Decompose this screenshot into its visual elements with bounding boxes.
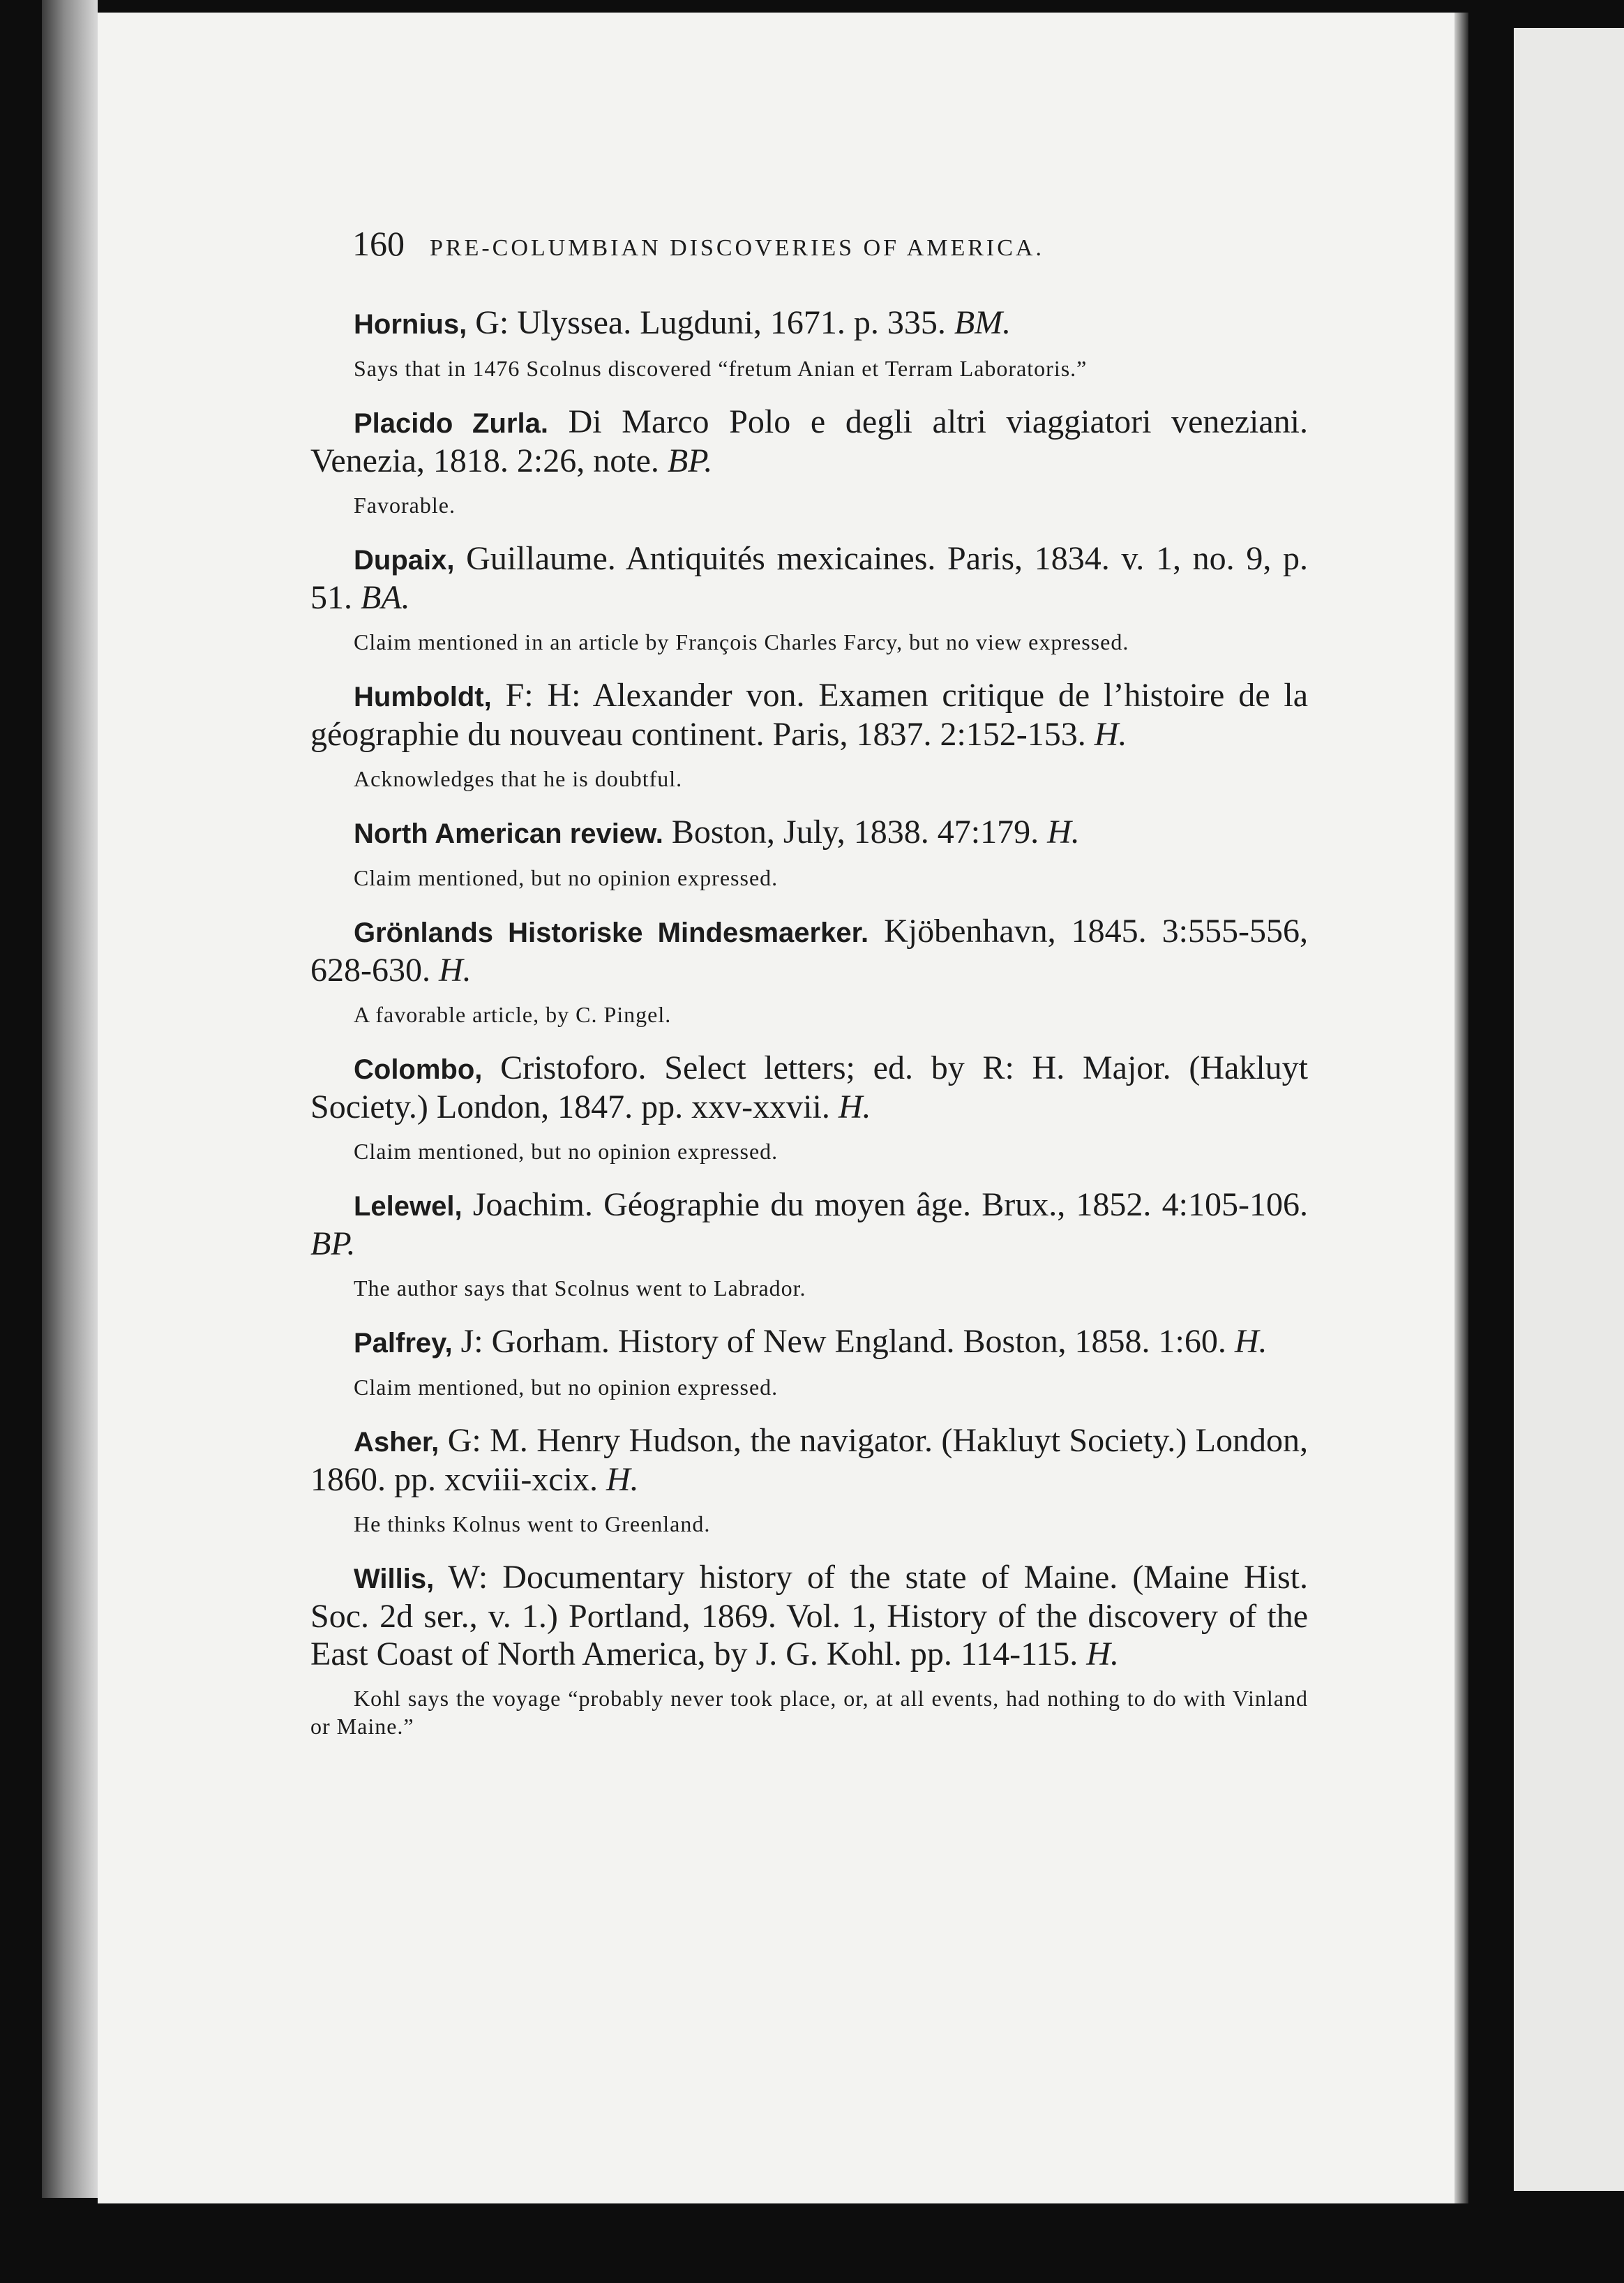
adjacent-page-strip xyxy=(1514,28,1624,2191)
entry-text: G: Ulyssea. Lugduni, 1671. p. 335. xyxy=(467,304,954,341)
library-abbreviation: H. xyxy=(1094,716,1127,753)
bibliography-entry xyxy=(310,1559,1308,1740)
entry-text: G: M. Henry Hudson, the navigator. (Hakluyt Society.) London, 1860. pp. xcviii-xcix. xyxy=(310,1422,1308,1498)
page-right-edge xyxy=(1454,13,1468,2203)
entry-author: North American review. xyxy=(354,818,663,849)
entry-note: A favorable article, by C. Pingel. xyxy=(354,1002,672,1027)
entry-author: Dupaix, xyxy=(354,545,455,576)
entry-text: Joachim. Géographie du moyen âge. Brux., 1852. 4:105-106. xyxy=(462,1186,1308,1223)
page-number: 160 xyxy=(352,224,405,263)
citation xyxy=(310,677,1308,754)
library-abbreviation: H. xyxy=(606,1461,639,1498)
entry-author: Placido Zurla. xyxy=(354,408,548,439)
entry-text: Cristoforo. Select letters; ed. by R: H. Major. (Hakluyt Society.) London, 1847. pp. xxv-xxvii. xyxy=(310,1049,1308,1125)
citation xyxy=(310,540,1308,617)
entry-text: Di Marco Polo e degli altri viaggiatori veneziani. Venezia, 1818. 2:26, note. xyxy=(310,403,1308,479)
citation xyxy=(310,913,1308,989)
entry-text: F: H: Alexander von. Examen critique de l’histoire de la géographie du nouveau continent. Paris, 1837. 2:152-153. xyxy=(310,677,1308,753)
bibliography-entry xyxy=(310,403,1308,519)
entry-author: Lelewel, xyxy=(354,1191,463,1222)
entry-note: Says that in 1476 Scolnus discovered “fretum Anian et Terram Laboratoris.” xyxy=(354,356,1088,381)
entry-note: Claim mentioned, but no opinion expressed. xyxy=(354,1139,779,1164)
bibliography-entry xyxy=(310,1049,1308,1165)
entry-text: Kjöbenhavn, 1845. 3:555-556, 628-630. xyxy=(310,913,1309,989)
library-abbreviation: H. xyxy=(1234,1323,1268,1360)
bibliography-entry xyxy=(310,677,1308,793)
bibliography-entry xyxy=(310,1323,1308,1401)
citation xyxy=(310,1559,1308,1673)
bibliography-entry xyxy=(310,814,1308,892)
bibliography-entry xyxy=(310,304,1308,382)
entry-note: Acknowledges that he is doubtful. xyxy=(354,766,683,791)
entry-author: Palfrey, xyxy=(354,1328,453,1358)
entry-note: Claim mentioned, but no opinion expressed. xyxy=(354,865,779,890)
citation xyxy=(310,304,1308,343)
bibliography-entry xyxy=(310,1186,1308,1302)
entry-author: Hornius, xyxy=(354,309,467,340)
entry-text: W: Documentary history of the state of Maine. (Maine Hist. Soc. 2d ser., v. 1.) Portland, 1869. Vol. 1, History of the discovery of the East Coast of North America, by J. G. Kohl. pp. 114-115. xyxy=(310,1559,1308,1672)
entry-author: Willis, xyxy=(354,1564,435,1594)
entry-note: Claim mentioned in an article by François Charles Farcy, but no view expressed. xyxy=(354,629,1129,654)
bibliography-entry xyxy=(310,1422,1308,1538)
entry-note: Claim mentioned, but no opinion expressed. xyxy=(354,1375,779,1400)
page-gutter-shadow xyxy=(42,0,98,2198)
citation xyxy=(310,814,1308,853)
library-abbreviation: BA. xyxy=(361,579,410,616)
citation xyxy=(310,1422,1308,1499)
entry-text: J: Gorham. History of New England. Boston, 1858. 1:60. xyxy=(452,1323,1235,1360)
library-abbreviation: BM. xyxy=(954,304,1012,341)
entry-author: Humboldt, xyxy=(354,682,492,712)
library-abbreviation: BP. xyxy=(310,1225,356,1262)
library-abbreviation: H. xyxy=(838,1088,871,1125)
entry-note: Kohl says the voyage “probably never took place, or, at all events, had nothing to do with Vinland or Maine.” xyxy=(310,1686,1308,1739)
entry-text: Boston, July, 1838. 47:179. xyxy=(663,814,1048,851)
library-abbreviation: BP. xyxy=(667,442,713,479)
entry-author: Asher, xyxy=(354,1427,439,1458)
bibliography-entry xyxy=(310,913,1308,1028)
bibliography-entry xyxy=(310,540,1308,656)
citation xyxy=(310,1049,1308,1126)
entry-note: Favorable. xyxy=(354,493,456,518)
running-head xyxy=(310,223,1308,264)
page-content xyxy=(310,223,1308,1761)
citation xyxy=(310,1323,1308,1362)
entry-note: The author says that Scolnus went to Labrador. xyxy=(354,1275,806,1301)
entry-author: Grönlands Historiske Mindesmaerker. xyxy=(354,918,869,948)
entry-note: He thinks Kolnus went to Greenland. xyxy=(354,1511,711,1536)
entry-text: Guillaume. Antiquités mexicaines. Paris, 1834. v. 1, no. 9, p. 51. xyxy=(310,540,1308,616)
citation xyxy=(310,1186,1308,1263)
library-abbreviation: H. xyxy=(1086,1635,1119,1672)
running-title: PRE-COLUMBIAN DISCOVERIES OF AMERICA. xyxy=(430,235,1044,261)
library-abbreviation: H. xyxy=(438,952,472,989)
library-abbreviation: H. xyxy=(1047,814,1080,851)
citation xyxy=(310,403,1308,480)
entry-author: Colombo, xyxy=(354,1054,483,1085)
